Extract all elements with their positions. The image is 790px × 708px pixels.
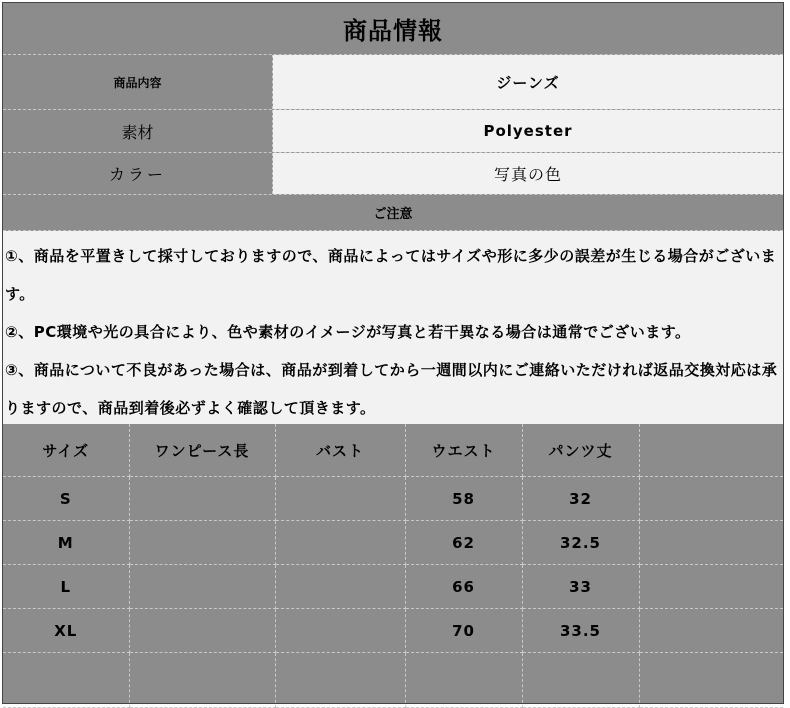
notice-item: ①、商品を平置きして採寸しておりますので、商品によってはサイズや形に多少の誤差が生じる場合がございます。 xyxy=(5,247,777,303)
table-cell xyxy=(129,653,275,708)
table-cell xyxy=(275,565,405,609)
notice-heading: ご注意 xyxy=(3,195,783,231)
table-cell: M xyxy=(3,521,129,565)
table-cell xyxy=(639,609,783,653)
table-cell: S xyxy=(3,477,129,521)
info-value-content: ジーンズ xyxy=(273,55,783,109)
column-header-pants-length: パンツ丈 xyxy=(522,424,639,477)
info-row-material xyxy=(3,110,783,153)
table-row xyxy=(3,521,783,565)
table-row xyxy=(3,477,783,521)
size-table xyxy=(3,424,783,708)
table-cell: 66 xyxy=(405,565,522,609)
column-header-waist: ウエスト xyxy=(405,424,522,477)
column-header-empty xyxy=(639,424,783,477)
table-cell xyxy=(3,653,129,708)
table-cell: 62 xyxy=(405,521,522,565)
table-cell xyxy=(522,653,639,708)
table-cell: 32 xyxy=(522,477,639,521)
info-label-material: 素材 xyxy=(3,110,273,152)
table-cell xyxy=(275,609,405,653)
table-cell: 33.5 xyxy=(522,609,639,653)
table-cell xyxy=(129,477,275,521)
table-cell xyxy=(639,477,783,521)
column-header-bust: バスト xyxy=(275,424,405,477)
table-cell: 70 xyxy=(405,609,522,653)
product-info-sheet xyxy=(2,2,784,704)
table-cell xyxy=(405,653,522,708)
notice-item: ③、商品について不良があった場合は、商品が到着してから一週間以内にご連絡いただければ返品交換対応は承りますので、商品到着後必ずよく確認して頂きます。 xyxy=(5,361,778,417)
table-cell: XL xyxy=(3,609,129,653)
info-value-color: 写真の色 xyxy=(273,153,783,194)
column-header-size: サイズ xyxy=(3,424,129,477)
table-cell xyxy=(129,565,275,609)
notice-item: ②、PC環境や光の具合により、色や素材のイメージが写真と若干異なる場合は通常でございます。 xyxy=(5,323,691,341)
table-row-empty xyxy=(3,653,783,708)
table-cell xyxy=(275,521,405,565)
page-title: 商品情報 xyxy=(3,3,783,55)
table-cell xyxy=(275,653,405,708)
table-cell xyxy=(275,477,405,521)
info-label-content: 商品内容 xyxy=(3,55,273,109)
table-cell xyxy=(639,521,783,565)
info-row-color xyxy=(3,153,783,195)
table-cell: 32.5 xyxy=(522,521,639,565)
table-cell: 33 xyxy=(522,565,639,609)
table-cell: L xyxy=(3,565,129,609)
table-row xyxy=(3,609,783,653)
notice-list xyxy=(3,231,783,424)
table-cell: 58 xyxy=(405,477,522,521)
table-row xyxy=(3,565,783,609)
size-table-header xyxy=(3,424,783,477)
column-header-dress-length: ワンピース長 xyxy=(129,424,275,477)
info-row-content xyxy=(3,55,783,110)
info-value-material: Polyester xyxy=(273,110,783,152)
table-cell xyxy=(639,565,783,609)
table-cell xyxy=(129,521,275,565)
info-label-color: カラー xyxy=(3,153,273,194)
table-cell xyxy=(129,609,275,653)
table-cell xyxy=(639,653,783,708)
